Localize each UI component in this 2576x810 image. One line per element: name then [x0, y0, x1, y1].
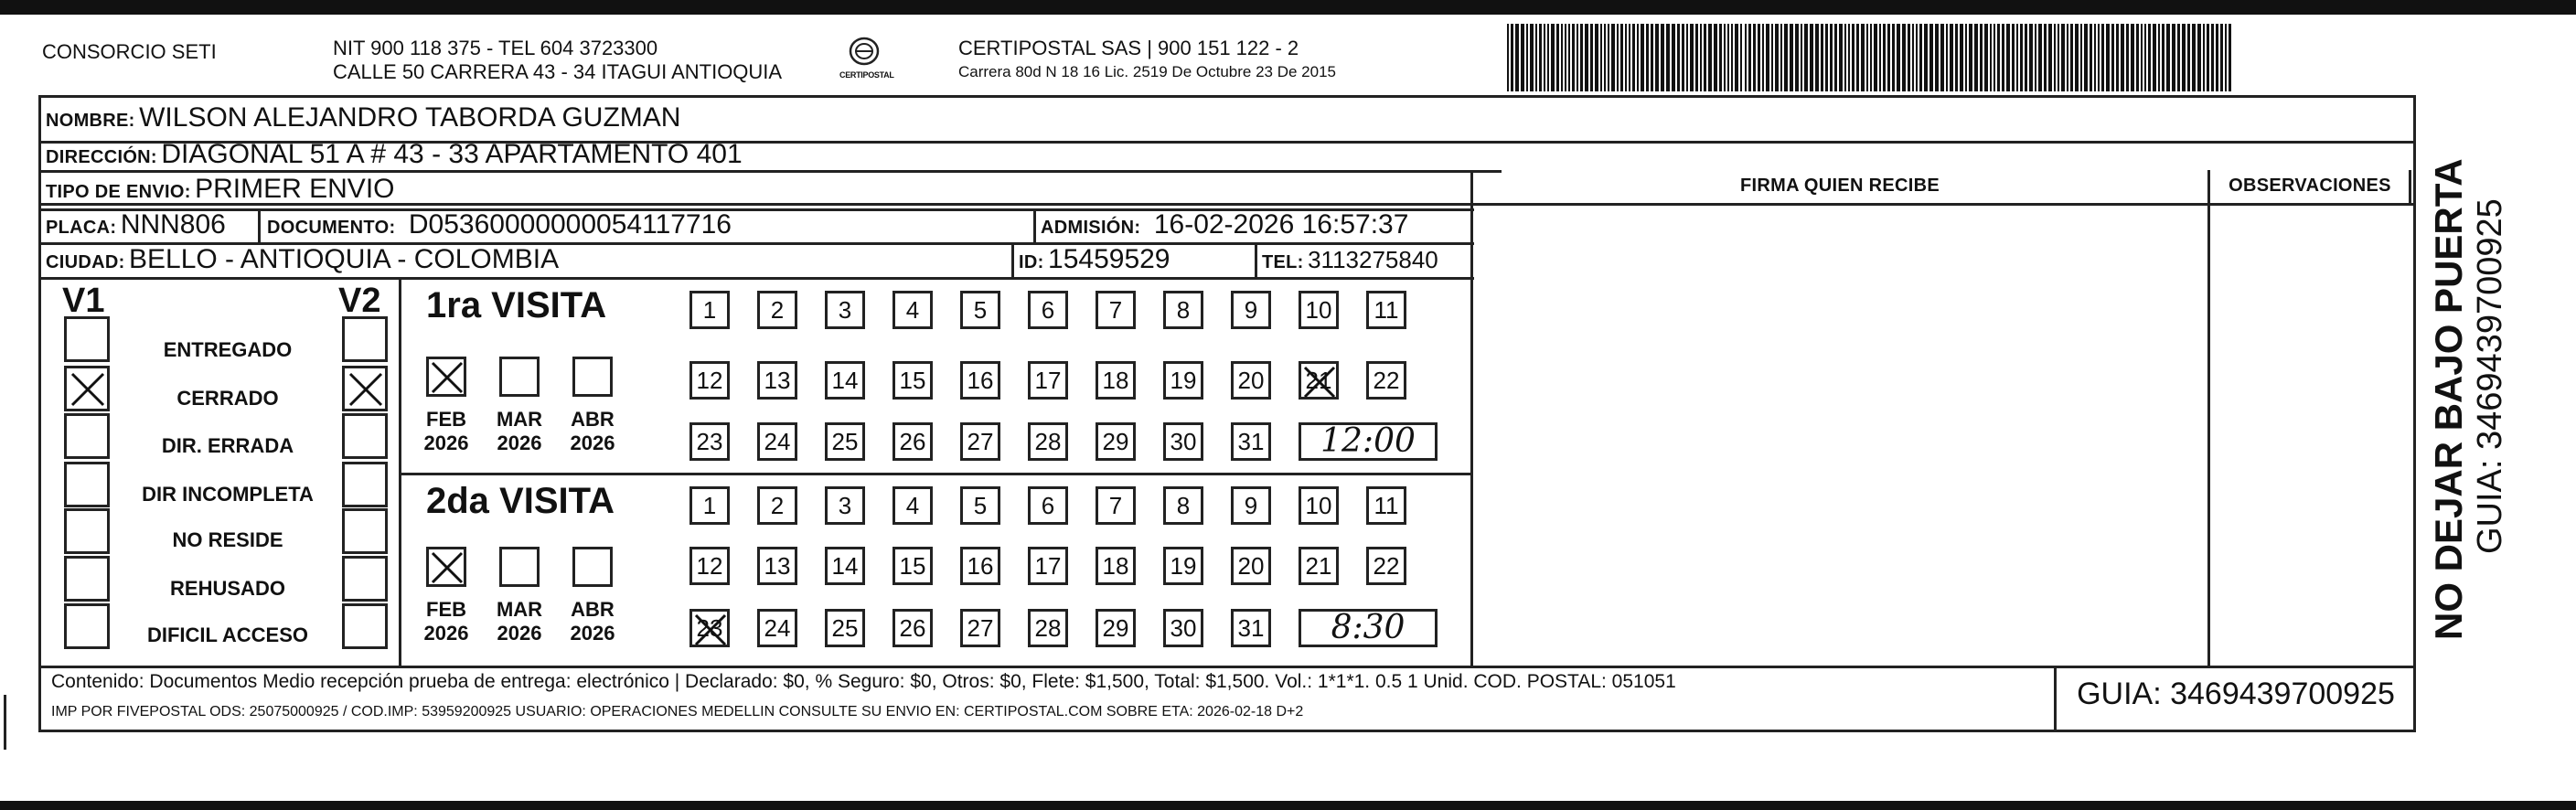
day-box[interactable]: [825, 609, 865, 647]
day-box[interactable]: [960, 547, 1000, 585]
day-number: 2: [770, 492, 785, 519]
status-option-label: CERRADO: [176, 387, 279, 410]
day-number: 29: [1102, 428, 1129, 455]
month-year: 2026: [570, 432, 615, 454]
day-number: 28: [1034, 614, 1062, 642]
day-number: 15: [899, 367, 926, 394]
visit-title: 1ra VISITA: [426, 285, 607, 325]
day-number: 5: [973, 296, 988, 324]
day-number: 24: [764, 428, 791, 455]
month-checkbox[interactable]: [499, 357, 540, 397]
month-label: [414, 598, 478, 645]
day-box[interactable]: [1366, 547, 1406, 585]
v1-checkbox[interactable]: [64, 462, 110, 507]
day-box[interactable]: [1231, 361, 1271, 400]
month-name: MAR: [496, 598, 543, 621]
documento-row: [267, 208, 732, 247]
month-name: FEB: [426, 598, 466, 621]
day-number: 17: [1034, 552, 1062, 580]
day-number: 10: [1305, 492, 1332, 519]
month-year: 2026: [570, 622, 615, 645]
day-box[interactable]: [1028, 547, 1068, 585]
nombre-label: NOMBRE:: [46, 111, 135, 131]
visit-title: 2da VISITA: [426, 481, 615, 521]
certipostal-line2: Carrera 80d N 18 16 Lic. 2519 De Octubre 23 De 2015: [958, 63, 1336, 80]
status-option-label: DIFICIL ACCESO: [146, 623, 308, 646]
day-number: 21: [1305, 367, 1332, 394]
day-number: 20: [1237, 552, 1265, 580]
v2-label: V2: [338, 282, 381, 320]
day-box[interactable]: [1028, 422, 1068, 461]
month-checkbox[interactable]: [499, 547, 540, 587]
day-box[interactable]: [1096, 547, 1136, 585]
day-number: 7: [1108, 492, 1123, 519]
v2-checkbox[interactable]: [342, 556, 388, 602]
day-number: 18: [1102, 367, 1129, 394]
day-number: 1: [702, 492, 717, 519]
day-box[interactable]: [1163, 486, 1203, 525]
day-number: 18: [1102, 552, 1129, 580]
day-number: 4: [905, 296, 920, 324]
ciudad-row: [46, 242, 559, 282]
left-edge-mark: [4, 695, 6, 750]
day-box[interactable]: [1366, 361, 1406, 400]
v1-checkbox[interactable]: [64, 556, 110, 602]
visit-time-box[interactable]: 8:30: [1299, 609, 1438, 647]
direccion-value: DIAGONAL 51 A # 43 - 33 APARTAMENTO 401: [161, 139, 743, 169]
day-box[interactable]: [757, 486, 797, 525]
day-cross-mark: [1301, 364, 1338, 409]
month-label: [487, 598, 551, 645]
day-number: 4: [905, 492, 920, 519]
documento-value: D05360000000054117716: [408, 209, 732, 240]
day-number: 17: [1034, 367, 1062, 394]
day-box[interactable]: [1096, 422, 1136, 461]
day-number: 27: [967, 614, 994, 642]
day-number: 31: [1237, 428, 1265, 455]
v1-label: V1: [62, 282, 105, 320]
direccion-label: DIRECCIÓN:: [46, 147, 157, 167]
nit-tel: NIT 900 118 375 - TEL 604 3723300: [333, 37, 658, 59]
day-box[interactable]: [1096, 486, 1136, 525]
v2-checkbox[interactable]: [342, 316, 388, 362]
day-box[interactable]: [689, 547, 730, 585]
day-number: 1: [702, 296, 717, 324]
day-number: 30: [1170, 428, 1197, 455]
day-number: 20: [1237, 367, 1265, 394]
day-number: 23: [696, 614, 723, 642]
day-box[interactable]: [1028, 361, 1068, 400]
month-label: [487, 408, 551, 455]
day-number: 22: [1373, 367, 1400, 394]
day-number: 3: [838, 492, 852, 519]
day-number: 7: [1108, 296, 1123, 324]
day-box[interactable]: [893, 486, 933, 525]
tel-row: [1262, 242, 1438, 282]
day-box[interactable]: [1096, 609, 1136, 647]
tipo-label: TIPO DE ENVIO:: [46, 182, 191, 202]
day-box[interactable]: [1163, 361, 1203, 400]
month-checkbox[interactable]: [426, 547, 466, 587]
observaciones-label: OBSERVACIONES: [2229, 176, 2391, 196]
tel-value: 3113275840: [1308, 246, 1438, 273]
day-box[interactable]: [1366, 486, 1406, 525]
month-label: [561, 598, 625, 645]
day-box[interactable]: [825, 547, 865, 585]
day-number: 26: [899, 614, 926, 642]
day-box[interactable]: [825, 361, 865, 400]
day-number: 14: [831, 367, 859, 394]
day-number: 9: [1244, 492, 1258, 519]
status-option-label: NO RESIDE: [172, 528, 283, 551]
status-option-label: DIR. ERRADA: [161, 434, 294, 457]
day-box[interactable]: [1231, 609, 1271, 647]
day-box[interactable]: [960, 609, 1000, 647]
tel-label: TEL:: [1262, 252, 1304, 272]
day-number: 30: [1170, 614, 1197, 642]
day-box[interactable]: [960, 486, 1000, 525]
admision-label: ADMISIÓN:: [1041, 218, 1141, 238]
month-name: FEB: [426, 408, 466, 431]
day-number: 24: [764, 614, 791, 642]
day-box[interactable]: [1231, 291, 1271, 329]
day-number: 27: [967, 428, 994, 455]
day-box[interactable]: [1299, 486, 1339, 525]
certipostal-logo: [839, 35, 894, 90]
logo-text: CERTIPOSTAL: [839, 70, 894, 80]
day-box[interactable]: [689, 361, 730, 400]
month-name: ABR: [571, 408, 615, 431]
v1-checkbox[interactable]: [64, 603, 110, 649]
top-border-bar: [0, 0, 2576, 15]
day-number: 29: [1102, 614, 1129, 642]
month-year: 2026: [423, 432, 469, 454]
ciudad-value: BELLO - ANTIOQUIA - COLOMBIA: [129, 244, 560, 274]
day-number: 3: [838, 296, 852, 324]
day-box[interactable]: [960, 291, 1000, 329]
day-number: 15: [899, 552, 926, 580]
day-box[interactable]: [1366, 291, 1406, 329]
day-number: 6: [1041, 492, 1055, 519]
certipostal-line1: CERTIPOSTAL SAS | 900 151 122 - 2: [958, 37, 1299, 59]
day-number: 12: [696, 367, 723, 394]
tipo-value: PRIMER ENVIO: [195, 174, 395, 204]
day-box[interactable]: [893, 361, 933, 400]
id-row: [1019, 242, 1170, 282]
day-number: 5: [973, 492, 988, 519]
day-box[interactable]: [1299, 291, 1339, 329]
barcode: [1505, 24, 2237, 91]
month-year: 2026: [423, 622, 469, 645]
day-number: 10: [1305, 296, 1332, 324]
day-number: 23: [696, 428, 723, 455]
imp-text: IMP POR FIVEPOSTAL ODS: 25075000925 / COD.IMP: 53959200925 USUARIO: OPERACIONES MEDELLIN CONSULTE SU ENVIO EN: CERTIPOSTAL.COM SOBRE ETA: 2026-02-18 D+2: [51, 704, 1304, 719]
day-number: 12: [696, 552, 723, 580]
day-box[interactable]: [1163, 422, 1203, 461]
status-option-label: REHUSADO: [170, 577, 285, 600]
v1-checkbox[interactable]: [64, 366, 110, 411]
company-name: CONSORCIO SETI: [42, 40, 217, 63]
v1-checkbox[interactable]: [64, 508, 110, 554]
id-value: 15459529: [1048, 244, 1170, 274]
placa-value: NNN806: [120, 209, 226, 240]
day-number: 25: [831, 614, 859, 642]
day-number: 8: [1176, 296, 1191, 324]
v2-checkbox[interactable]: [342, 366, 388, 411]
bottom-border-bar: [0, 801, 2576, 810]
day-number: 19: [1170, 367, 1197, 394]
day-box[interactable]: [1231, 486, 1271, 525]
day-number: 26: [899, 428, 926, 455]
day-box[interactable]: [1096, 361, 1136, 400]
visit-time-box[interactable]: 12:00: [1299, 422, 1438, 461]
placa-label: PLACA:: [46, 218, 117, 238]
status-option-label: DIR INCOMPLETA: [142, 483, 314, 506]
id-label: ID:: [1019, 252, 1044, 272]
day-box[interactable]: [960, 422, 1000, 461]
day-box[interactable]: [960, 361, 1000, 400]
month-label: [561, 408, 625, 455]
v2-checkbox[interactable]: [342, 462, 388, 507]
month-label: [414, 408, 478, 455]
day-number: 25: [831, 428, 859, 455]
day-box[interactable]: [893, 609, 933, 647]
day-box[interactable]: [1231, 422, 1271, 461]
day-number: 21: [1305, 552, 1332, 580]
day-number: 8: [1176, 492, 1191, 519]
day-box[interactable]: [689, 609, 730, 647]
day-number: 16: [967, 552, 994, 580]
day-number: 13: [764, 552, 791, 580]
day-box[interactable]: [757, 422, 797, 461]
month-name: MAR: [496, 408, 543, 431]
day-box[interactable]: [689, 291, 730, 329]
admision-row: [1041, 208, 1408, 247]
day-box[interactable]: [757, 547, 797, 585]
tipo-row: [46, 172, 395, 211]
company-address: CALLE 50 CARRERA 43 - 34 ITAGUI ANTIOQUIA: [333, 60, 783, 83]
day-number: 28: [1034, 428, 1062, 455]
day-number: 19: [1170, 552, 1197, 580]
day-box[interactable]: [825, 422, 865, 461]
ciudad-label: CIUDAD:: [46, 252, 125, 272]
day-box[interactable]: [825, 486, 865, 525]
day-number: 2: [770, 296, 785, 324]
v1-checkbox[interactable]: [64, 413, 110, 459]
day-box[interactable]: [757, 609, 797, 647]
day-box[interactable]: [1163, 547, 1203, 585]
day-box[interactable]: [1028, 486, 1068, 525]
month-checkbox[interactable]: [572, 547, 613, 587]
day-number: 14: [831, 552, 859, 580]
day-number: 22: [1373, 552, 1400, 580]
day-number: 6: [1041, 296, 1055, 324]
v1-checkbox[interactable]: [64, 316, 110, 362]
admision-value: 16-02-2026 16:57:37: [1153, 209, 1409, 240]
nombre-row: [46, 101, 680, 140]
day-number: 11: [1374, 296, 1399, 324]
side-guia: GUIA: 3469439700925: [2471, 198, 2509, 554]
day-box[interactable]: [893, 291, 933, 329]
day-number: 16: [967, 367, 994, 394]
month-year: 2026: [497, 432, 542, 454]
day-box[interactable]: [689, 486, 730, 525]
status-option-label: ENTREGADO: [163, 338, 293, 361]
v2-checkbox[interactable]: [342, 413, 388, 459]
month-year: 2026: [497, 622, 542, 645]
day-number: 13: [764, 367, 791, 394]
day-box[interactable]: [1163, 291, 1203, 329]
month-name: ABR: [571, 598, 615, 621]
direccion-row: [46, 137, 743, 176]
day-cross-mark: [692, 612, 729, 656]
day-box[interactable]: [1028, 291, 1068, 329]
month-checkbox[interactable]: [426, 357, 466, 397]
day-box[interactable]: [757, 291, 797, 329]
day-box[interactable]: [1231, 547, 1271, 585]
day-number: 9: [1244, 296, 1258, 324]
day-box[interactable]: [893, 422, 933, 461]
day-box[interactable]: [893, 547, 933, 585]
day-box[interactable]: [1299, 361, 1339, 400]
day-box[interactable]: [757, 361, 797, 400]
day-number: 11: [1374, 492, 1399, 519]
placa-row: [46, 208, 226, 247]
day-box[interactable]: [1096, 291, 1136, 329]
day-number: 31: [1237, 614, 1265, 642]
v2-checkbox[interactable]: [342, 603, 388, 649]
contenido-text: Contenido: Documentos Medio recepción prueba de entrega: electrónico | Declarado: $0, % Seguro: $0, Otros: $0, Flete: $1,500, Total: $1,500. Vol.: 1*1*1. 0.5 1 Unid. COD. POSTAL: 051051: [51, 671, 1676, 692]
guia-box: GUIA: 3469439700925: [2077, 677, 2395, 711]
day-box[interactable]: [825, 291, 865, 329]
month-checkbox[interactable]: [572, 357, 613, 397]
day-box[interactable]: [1163, 609, 1203, 647]
v2-checkbox[interactable]: [342, 508, 388, 554]
day-box[interactable]: [1299, 547, 1339, 585]
documento-label: DOCUMENTO:: [267, 218, 396, 238]
day-box[interactable]: [689, 422, 730, 461]
day-box[interactable]: [1028, 609, 1068, 647]
firma-label: FIRMA QUIEN RECIBE: [1740, 176, 1940, 196]
nombre-value: WILSON ALEJANDRO TABORDA GUZMAN: [139, 102, 681, 133]
no-dejar-warning: NO DEJAR BAJO PUERTA: [2427, 158, 2470, 640]
